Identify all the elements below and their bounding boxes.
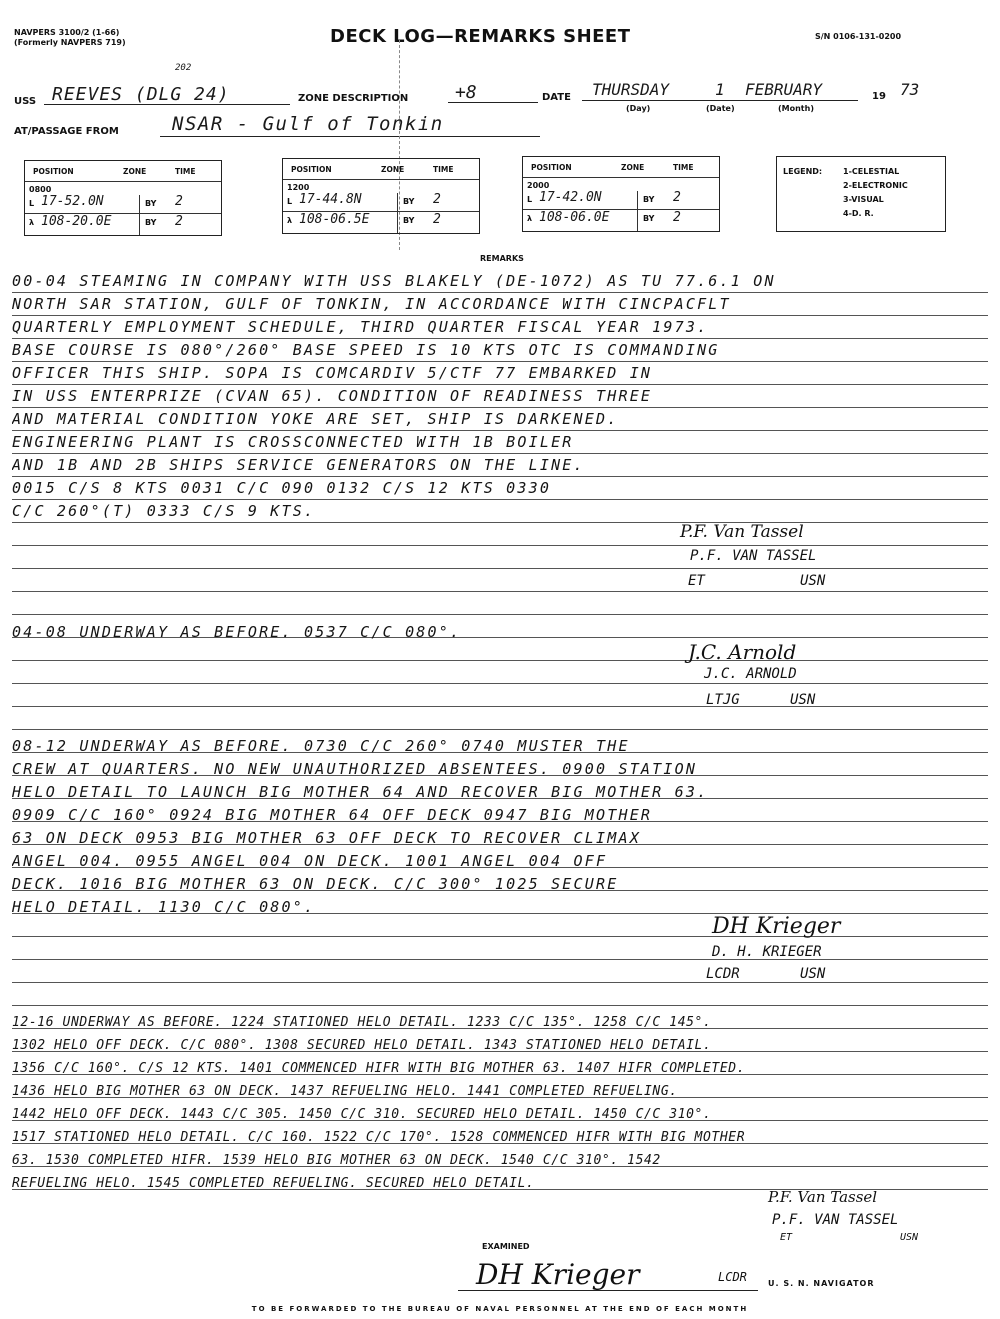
remark-line: 63. 1530 COMPLETED HIFR. 1539 HELO BIG MOTHER 63 ON DECK. 1540 C/C 310°. 1542 [12,1153,661,1168]
remark-line: IN USS ENTERPRIZE (CVAN 65). CONDITION OF READINESS THREE [12,387,653,405]
ruled-line [12,660,988,661]
remark-line: 1302 HELO OFF DECK. C/C 080°. 1308 SECURED HELO DETAIL. 1343 STATIONED HELO DETAIL. [12,1038,712,1053]
page-title: DECK LOG—REMARKS SHEET [330,26,631,47]
ruled-line [12,936,988,937]
date-number: 1 [715,80,725,99]
position-by-lon: 2 [175,214,183,229]
ruled-line [12,568,988,569]
zone-value: +8 [455,82,477,103]
by-label: BY [145,199,157,208]
signer-rank: LCDR [706,966,740,982]
position-time: 0800 [29,185,52,194]
zone-header: ZONE [621,163,645,172]
date-label: DATE [542,92,571,103]
position-box-2000 [522,156,720,232]
signer-service: USN [790,692,816,708]
remark-line: CREW AT QUARTERS. NO NEW UNAUTHORIZED ABSENTEES. 0900 STATION [12,760,698,778]
lon-symbol: λ [287,216,293,225]
remark-line: HELO DETAIL TO LAUNCH BIG MOTHER 64 AND RECOVER BIG MOTHER 63. [12,783,709,801]
ruled-line [12,982,988,983]
position-lon: 108-06.0E [539,210,610,225]
ruled-line [12,545,988,546]
position-lat: 17-52.0N [41,194,104,209]
ruled-line [12,959,988,960]
legend-item: 2-ELECTRONIC [843,181,908,190]
date-caption: (Date) [706,104,735,113]
signer-rank: LTJG [706,692,740,708]
position-time: 1200 [287,183,310,192]
zone-header: ZONE [123,167,147,176]
signer-name: P.F. VAN TASSEL [690,548,817,564]
by-label: BY [643,195,655,204]
by-label: BY [643,214,655,223]
zone-label: ZONE DESCRIPTION [298,93,409,104]
ruled-line [12,706,988,707]
remark-line: 1517 STATIONED HELO DETAIL. C/C 160. 1522 C/C 170°. 1528 COMMENCED HIFR WITH BIG MOTHER [12,1130,746,1145]
lat-symbol: L [29,199,35,208]
stock-number: S/N 0106-131-0200 [815,32,902,41]
remark-line: 12-16 UNDERWAY AS BEFORE. 1224 STATIONED HELO DETAIL. 1233 C/C 135°. 1258 C/C 145°. [12,1015,712,1030]
position-header: POSITION [33,167,74,176]
position-lon: 108-20.0E [41,214,112,229]
by-label: BY [145,218,157,227]
lat-symbol: L [527,195,533,204]
at-passage-label: AT/PASSAGE FROM [14,126,119,137]
position-time: 2000 [527,181,550,190]
by-label: BY [403,216,415,225]
form-number [14,28,126,48]
remark-line: 0015 C/S 8 KTS 0031 C/C 090 0132 C/S 12 KTS 0330 [12,479,552,497]
position-by-lat: 2 [433,192,441,207]
signer-rank: ET [780,1232,793,1243]
remark-line: ANGEL 004. 0955 ANGEL 004 ON DECK. 1001 ANGEL 004 OFF [12,852,608,870]
time-header: TIME [673,163,694,172]
signature: DH Krieger [712,914,841,939]
remark-line: DECK. 1016 BIG MOTHER 63 ON DECK. C/C 300° 1025 SECURE [12,875,619,893]
date-month: FEBRUARY [745,80,823,99]
zone-underline [448,102,538,103]
remark-line: AND MATERIAL CONDITION YOKE ARE SET, SHIP IS DARKENED. [12,410,619,428]
remark-line: OFFICER THIS SHIP. SOPA IS COMCARDIV 5/CTF 77 EMBARKED IN [12,364,653,382]
navigator-label: U. S. N. NAVIGATOR [768,1279,875,1288]
ship-underline [44,104,290,105]
remark-line: 1442 HELO OFF DECK. 1443 C/C 305. 1450 C/C 310. SECURED HELO DETAIL. 1450 C/C 310°. [12,1107,712,1122]
box-divider [637,191,638,231]
legend-item: 4-D. R. [843,209,874,218]
signature: P.F. Van Tassel [768,1188,878,1206]
time-header: TIME [175,167,196,176]
ruled-line [12,591,988,592]
remark-line: 1356 C/C 160°. C/S 12 KTS. 1401 COMMENCED HIFR WITH BIG MOTHER 63. 1407 HIFR COMPLETED. [12,1061,746,1076]
signer-rank: ET [688,573,705,589]
lat-symbol: L [287,197,293,206]
month-caption: (Month) [778,104,814,113]
date-day: THURSDAY [592,80,670,99]
legend-item: 3-VISUAL [843,195,884,204]
box-rule [523,177,719,178]
legend-item: 1-CELESTIAL [843,167,900,176]
form-number-text: NAVPERS 3100/2 (1-66) [14,28,120,37]
year-suffix: 73 [900,80,920,99]
zone-header: ZONE [381,165,405,174]
uss-label: USS [14,96,37,107]
remark-line: 08-12 UNDERWAY AS BEFORE. 0730 C/C 260° 0740 MUSTER THE [12,737,630,755]
remark-line: HELO DETAIL. 1130 C/C 080°. [12,898,316,916]
legend-label: LEGEND: [783,167,823,176]
day-caption: (Day) [626,104,651,113]
by-label: BY [403,197,415,206]
ruled-line [12,683,988,684]
signer-name: P.F. VAN TASSEL [772,1212,899,1228]
box-rule [283,179,479,180]
lon-symbol: λ [29,218,35,227]
box-divider [397,193,398,233]
ruled-line [12,614,988,615]
lon-symbol: λ [527,214,533,223]
signature: J.C. Arnold [688,640,797,664]
remark-line: 00-04 STEAMING IN COMPANY WITH USS BLAKELY (DE-1072) AS TU 77.6.1 ON [12,272,776,290]
signature: P.F. Van Tassel [680,522,804,542]
signer-service: USN [900,1232,919,1243]
at-passage-underline [160,136,540,137]
remark-line: NORTH SAR STATION, GULF OF TONKIN, IN ACCORDANCE WITH CINCPACFLT [12,295,731,313]
position-lat: 17-44.8N [299,192,362,207]
ruled-line [12,729,988,730]
form-formerly-text: (Formerly NAVPERS 719) [14,38,126,47]
remark-line: BASE COURSE IS 080°/260° BASE SPEED IS 10 KTS OTC IS COMMANDING [12,341,720,359]
signer-service: USN [800,966,826,982]
position-by-lat: 2 [673,190,681,205]
signer-name: J.C. ARNOLD [704,666,797,682]
examined-rank: LCDR [718,1270,747,1284]
remark-line: QUARTERLY EMPLOYMENT SCHEDULE, THIRD QUARTER FISCAL YEAR 1973. [12,318,709,336]
box-rule [25,181,221,182]
position-box-1200 [282,158,480,234]
remark-line: ENGINEERING PLANT IS CROSSCONNECTED WITH 1B BOILER [12,433,574,451]
examined-label: EXAMINED [482,1242,530,1251]
examined-signature: DH Krieger [476,1258,640,1291]
ruled-line [12,1005,988,1006]
box-divider [139,195,140,235]
remark-line: 0909 C/C 160° 0924 BIG MOTHER 64 OFF DECK 0947 BIG MOTHER [12,806,653,824]
year-prefix: 19 [872,91,886,102]
legend-box [776,156,946,232]
remark-line: AND 1B AND 2B SHIPS SERVICE GENERATORS ON THE LINE. [12,456,585,474]
small-mark: 202 [175,63,192,73]
position-by-lat: 2 [175,194,183,209]
position-by-lon: 2 [433,212,441,227]
remark-line: REFUELING HELO. 1545 COMPLETED REFUELING. SECURED HELO DETAIL. [12,1176,535,1191]
remark-line: 04-08 UNDERWAY AS BEFORE. 0537 C/C 080°. [12,623,462,641]
position-lat: 17-42.0N [539,190,602,205]
footer-note: TO BE FORWARDED TO THE BUREAU OF NAVAL PERSONNEL AT THE END OF EACH MONTH [251,1305,749,1313]
position-header: POSITION [291,165,332,174]
ship-name: REEVES (DLG 24) [52,84,230,105]
position-by-lon: 2 [673,210,681,225]
at-passage-value: NSAR - Gulf of Tonkin [172,113,444,135]
position-lon: 108-06.5E [299,212,370,227]
position-box-0800 [24,160,222,236]
position-header: POSITION [531,163,572,172]
signer-service: USN [800,573,826,589]
remark-line: C/C 260°(T) 0333 C/S 9 KTS. [12,502,316,520]
remark-line: 63 ON DECK 0953 BIG MOTHER 63 OFF DECK TO RECOVER CLIMAX [12,829,641,847]
signer-name: D. H. KRIEGER [712,944,822,960]
date-underline [582,100,858,101]
remarks-title: REMARKS [480,254,524,263]
remark-line: 1436 HELO BIG MOTHER 63 ON DECK. 1437 REFUELING HELO. 1441 COMPLETED REFUELING. [12,1084,678,1099]
time-header: TIME [433,165,454,174]
